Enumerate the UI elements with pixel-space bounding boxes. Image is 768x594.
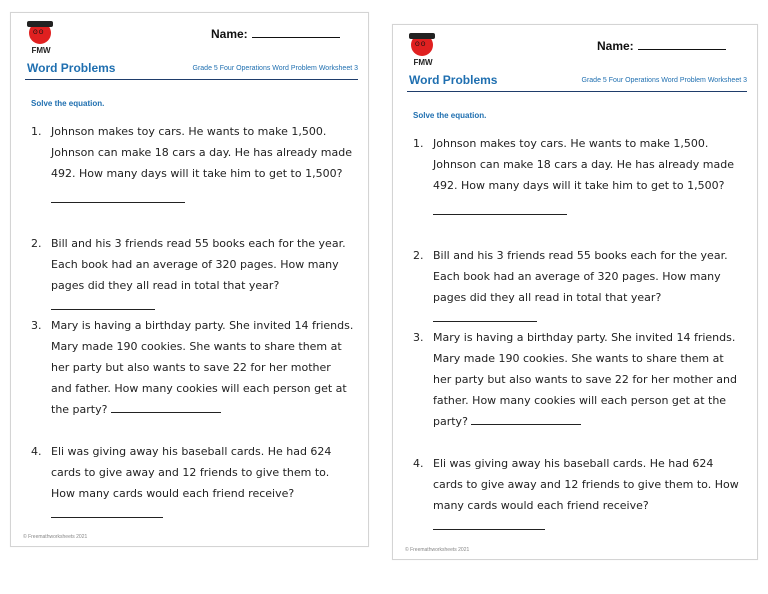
worksheet-subtitle: Grade 5 Four Operations Word Problem Worksheet 3 bbox=[192, 65, 358, 72]
question-3: 3. Mary is having a birthday party. She invited 14 friends. Mary made 190 cookies. She wants to share them at her party but also wants to save 22 for her mother and father. How many cookies will each person get at the party? bbox=[31, 319, 354, 416]
question-3: 3. Mary is having a birthday party. She invited 14 friends. Mary made 190 cookies. She wants to share them at her party but also wants to save 22 for her mother and father. How many cookies will each person get at the party? bbox=[413, 331, 737, 428]
worksheet-title: Word Problems bbox=[409, 73, 498, 87]
question-text: Eli was giving away his baseball cards. He had 624 cards to give away and 12 friends to give them to. How many cards would each friend receive? bbox=[433, 457, 739, 512]
answer-blank[interactable] bbox=[51, 190, 185, 203]
instruction-text: Solve the equation. bbox=[31, 99, 105, 108]
answer-blank[interactable] bbox=[433, 202, 567, 215]
answer-blank[interactable] bbox=[51, 507, 163, 518]
question-4: 4. Eli was giving away his baseball cards. He had 624 cards to give away and 12 friends to give them to. How many cards would each friend receive? bbox=[31, 441, 354, 525]
question-text: Mary is having a birthday party. She invited 14 friends. Mary made 190 cookies. She wants to share them at her party but also wants to save 22 for her mother and father. How many cookies will each person get at the party? bbox=[51, 319, 354, 416]
fmw-logo: ʘʘ FMW bbox=[407, 31, 439, 71]
question-2: 2. Bill and his 3 friends read 55 books each for the year. Each book had an average of 320 pages. How many pages did they all read in total that year? bbox=[31, 233, 354, 317]
question-1: 1. Johnson makes toy cars. He wants to make 1,500. Johnson can make 18 cars a day. He has already made 492. How many days will it take him to get to 1,500? bbox=[31, 121, 354, 203]
question-1: 1. Johnson makes toy cars. He wants to make 1,500. Johnson can make 18 cars a day. He has already made 492. How many days will it take him to get to 1,500? bbox=[413, 133, 743, 215]
name-label: Name: bbox=[211, 27, 248, 41]
worksheet-header bbox=[25, 61, 358, 80]
worksheet-title: Word Problems bbox=[27, 61, 116, 75]
answer-blank[interactable] bbox=[51, 299, 155, 310]
copyright-footer: © Freemathworksheets 2021 bbox=[405, 547, 470, 553]
question-text: Johnson makes toy cars. He wants to make 1,500. Johnson can make 18 cars a day. He has already made 492. How many days will it take him to get to 1,500? bbox=[51, 125, 352, 180]
worksheet-page-left bbox=[10, 12, 369, 547]
worksheet-page-right bbox=[392, 24, 758, 560]
name-label: Name: bbox=[597, 39, 634, 53]
instruction-text: Solve the equation. bbox=[413, 111, 487, 120]
answer-blank[interactable] bbox=[471, 414, 581, 425]
name-field bbox=[211, 26, 340, 41]
name-field bbox=[597, 38, 726, 53]
question-text: Johnson makes toy cars. He wants to make 1,500. Johnson can make 18 cars a day. He has already made 492. How many days will it take him to get to 1,500? bbox=[433, 137, 734, 192]
answer-blank[interactable] bbox=[111, 402, 221, 413]
answer-blank[interactable] bbox=[433, 519, 545, 530]
worksheet-header bbox=[407, 73, 747, 92]
question-text: Bill and his 3 friends read 55 books each for the year. Each book had an average of 320 pages. How many pages did they all read in total that year? bbox=[51, 237, 346, 292]
answer-blank[interactable] bbox=[433, 311, 537, 322]
question-2: 2. Bill and his 3 friends read 55 books each for the year. Each book had an average of 320 pages. How many pages did they all read in total that year? bbox=[413, 245, 743, 329]
question-text: Mary is having a birthday party. She invited 14 friends. Mary made 190 cookies. She wants to share them at her party but also wants to save 22 for her mother and father. How many cookies will each person get at the party? bbox=[433, 331, 737, 428]
question-4: 4. Eli was giving away his baseball cards. He had 624 cards to give away and 12 friends to give them to. How many cards would each friend receive? bbox=[413, 453, 743, 537]
name-blank[interactable] bbox=[638, 38, 726, 50]
copyright-footer: © Freemathworksheets 2021 bbox=[23, 534, 88, 540]
question-text: Eli was giving away his baseball cards. He had 624 cards to give away and 12 friends to give them to. How many cards would each friend receive? bbox=[51, 445, 332, 500]
question-text: Bill and his 3 friends read 55 books each for the year. Each book had an average of 320 pages. How many pages did they all read in total that year? bbox=[433, 249, 728, 304]
fmw-logo: ʘʘ FMW bbox=[25, 19, 57, 59]
worksheet-subtitle: Grade 5 Four Operations Word Problem Worksheet 3 bbox=[581, 77, 747, 84]
name-blank[interactable] bbox=[252, 26, 340, 38]
